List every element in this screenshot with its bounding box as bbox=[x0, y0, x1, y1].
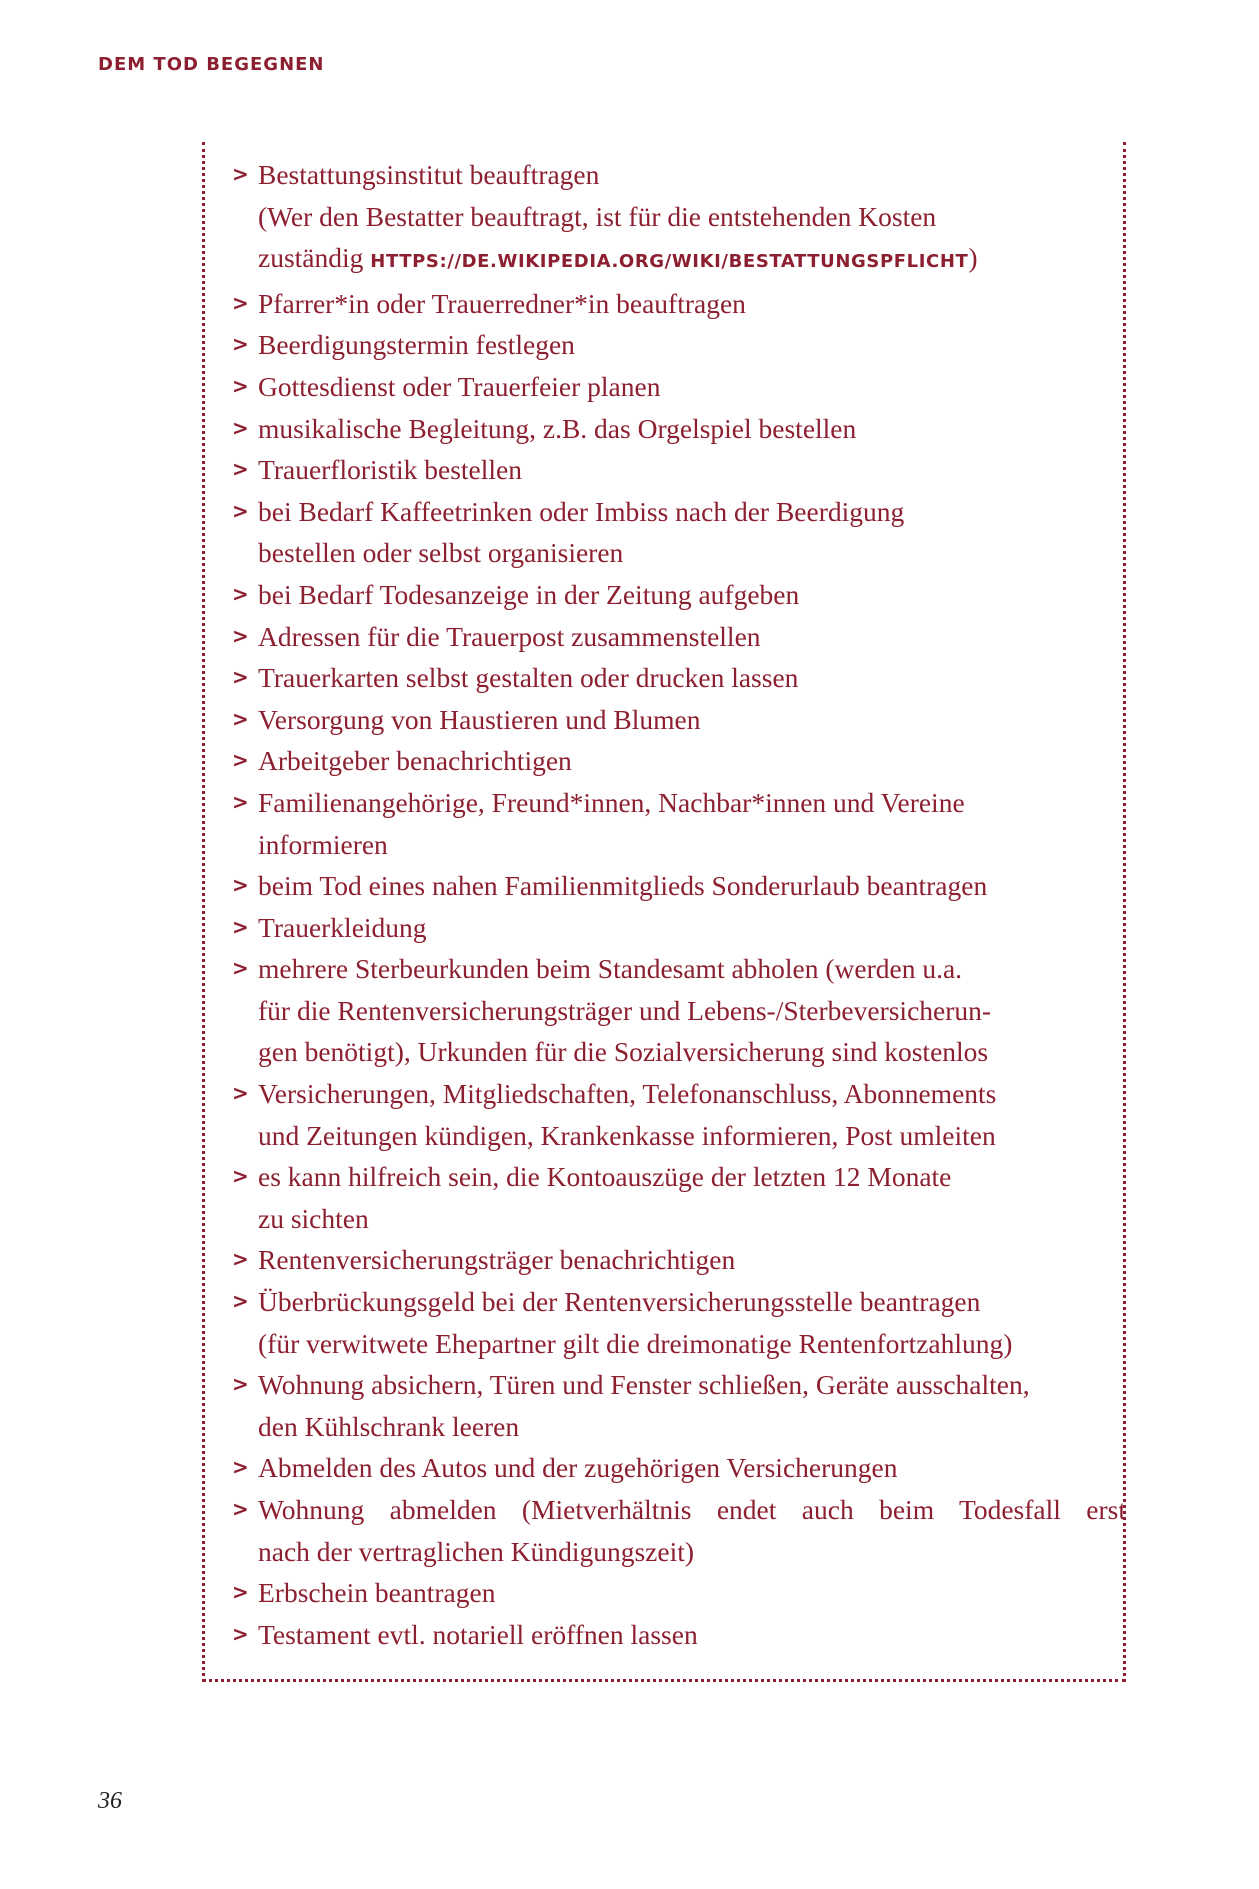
list-item bbox=[232, 324, 1126, 366]
item-text-line: bei Bedarf Kaffeetrinken oder Imbiss nach der Beerdigung bbox=[258, 495, 905, 527]
chevron-bullet-icon: > bbox=[232, 1580, 249, 1605]
wikipedia-link[interactable]: HTTPS://DE.WIKIPEDIA.ORG/WIKI/BESTATTUNGSPFLICHT bbox=[370, 251, 969, 273]
chevron-bullet-icon: > bbox=[232, 1247, 249, 1272]
item-text-line: Beerdigungstermin festlegen bbox=[258, 329, 575, 361]
list-item bbox=[232, 1156, 1126, 1239]
chevron-bullet-icon: > bbox=[232, 1164, 249, 1189]
chevron-bullet-icon: > bbox=[232, 789, 249, 814]
list-item bbox=[232, 1239, 1126, 1281]
chevron-bullet-icon: > bbox=[232, 665, 249, 690]
item-text-line: gen benötigt), Urkunden für die Sozialversicherung sind kostenlos bbox=[258, 1036, 989, 1068]
item-text-line: (Wer den Bestatter beauftragt, ist für die entstehenden Kosten bbox=[258, 200, 937, 232]
item-text-line: nach der vertraglichen Kündigungszeit) bbox=[258, 1535, 695, 1567]
item-text-line: bei Bedarf Todesanzeige in der Zeitung aufgeben bbox=[258, 578, 800, 610]
item-text-line: und Zeitungen kündigen, Krankenkasse informieren, Post umleiten bbox=[258, 1119, 996, 1151]
chevron-bullet-icon: > bbox=[232, 1372, 249, 1397]
list-item bbox=[232, 782, 1126, 865]
list-item bbox=[232, 657, 1126, 699]
chevron-bullet-icon: > bbox=[232, 748, 249, 773]
list-item bbox=[232, 154, 1126, 283]
chevron-bullet-icon: > bbox=[232, 706, 249, 731]
page-number: 36 bbox=[98, 1788, 122, 1814]
item-text-line bbox=[258, 237, 1126, 283]
list-item bbox=[232, 491, 1126, 574]
list-item bbox=[232, 1489, 1126, 1572]
chevron-bullet-icon: > bbox=[232, 1289, 249, 1314]
chevron-bullet-icon: > bbox=[232, 162, 249, 186]
chevron-bullet-icon: > bbox=[232, 457, 249, 482]
item-text-line: Abmelden des Autos und der zugehörigen Versicherungen bbox=[258, 1452, 898, 1484]
list-item bbox=[232, 616, 1126, 658]
chevron-bullet-icon: > bbox=[232, 956, 249, 981]
item-text: ) bbox=[968, 242, 978, 274]
chevron-bullet-icon: > bbox=[232, 623, 249, 648]
chevron-bullet-icon: > bbox=[232, 415, 249, 440]
item-text-line: den Kühlschrank leeren bbox=[258, 1410, 520, 1442]
chevron-bullet-icon: > bbox=[232, 581, 249, 606]
item-text-line: (für verwitwete Ehepartner gilt die dreimonatige Rentenfortzahlung) bbox=[258, 1327, 1013, 1359]
item-text-line: Trauerkleidung bbox=[258, 911, 427, 943]
list-item bbox=[232, 1281, 1126, 1364]
item-text-line: Versorgung von Haustieren und Blumen bbox=[258, 703, 701, 735]
item-text-line: Trauerkarten selbst gestalten oder drucken lassen bbox=[258, 662, 799, 694]
chevron-bullet-icon: > bbox=[232, 914, 249, 939]
item-text-line: Adressen für die Trauerpost zusammenstellen bbox=[258, 620, 761, 652]
list-item bbox=[232, 1073, 1126, 1156]
item-text-line: Überbrückungsgeld bei der Rentenversicherungsstelle beantragen bbox=[258, 1286, 981, 1318]
list-item bbox=[232, 574, 1126, 616]
chevron-bullet-icon: > bbox=[232, 332, 249, 357]
chevron-bullet-icon: > bbox=[232, 873, 249, 898]
item-text-line: Pfarrer*in oder Trauerredner*in beauftragen bbox=[258, 287, 746, 319]
list-item bbox=[232, 699, 1126, 741]
item-text-line: Erbschein beantragen bbox=[258, 1577, 496, 1609]
chevron-bullet-icon: > bbox=[232, 373, 249, 398]
list-item bbox=[232, 865, 1126, 907]
item-text-line: zu sichten bbox=[258, 1202, 369, 1234]
item-text-line: musikalische Begleitung, z.B. das Orgelspiel bestellen bbox=[258, 412, 857, 444]
chevron-bullet-icon: > bbox=[232, 1081, 249, 1106]
chevron-bullet-icon: > bbox=[232, 498, 249, 523]
item-text-line: beim Tod eines nahen Familienmitglieds Sonderurlaub beantragen bbox=[258, 870, 988, 902]
running-header: DEM TOD BEGEGNEN bbox=[98, 54, 325, 75]
list-item bbox=[232, 283, 1126, 325]
list-item bbox=[232, 366, 1126, 408]
item-text-line: Testament evtl. notariell eröffnen lassen bbox=[258, 1618, 698, 1650]
item-text-line: Wohnung absichern, Türen und Fenster schließen, Geräte ausschalten, bbox=[258, 1369, 1030, 1401]
item-text-line: Familienangehörige, Freund*innen, Nachbar*innen und Vereine bbox=[258, 786, 965, 818]
item-text-line: Versicherungen, Mitgliedschaften, Telefonanschluss, Abonnements bbox=[258, 1078, 997, 1110]
chevron-bullet-icon: > bbox=[232, 290, 249, 315]
list-item bbox=[232, 408, 1126, 450]
list-item bbox=[232, 1572, 1126, 1614]
item-text-line: Bestattungsinstitut beauftragen bbox=[258, 159, 600, 190]
item-text-line: informieren bbox=[258, 828, 388, 860]
list-item bbox=[232, 1447, 1126, 1489]
chevron-bullet-icon: > bbox=[232, 1455, 249, 1480]
item-text-line: Gottesdienst oder Trauerfeier planen bbox=[258, 370, 661, 402]
checklist bbox=[232, 154, 1126, 1655]
item-text-line: Trauerfloristik bestellen bbox=[258, 454, 523, 486]
chevron-bullet-icon: > bbox=[232, 1621, 249, 1646]
list-item bbox=[232, 907, 1126, 949]
item-text-line: für die Rentenversicherungsträger und Lebens-/Sterbeversicherun- bbox=[258, 994, 992, 1026]
chevron-bullet-icon: > bbox=[232, 1497, 249, 1521]
item-text-line: Rentenversicherungsträger benachrichtigen bbox=[258, 1244, 736, 1276]
list-item bbox=[232, 1614, 1126, 1656]
list-item bbox=[232, 1364, 1126, 1447]
item-text-line: es kann hilfreich sein, die Kontoauszüge der letzten 12 Monate bbox=[258, 1161, 952, 1193]
item-text-line: bestellen oder selbst organisieren bbox=[258, 537, 624, 569]
item-text: zuständig bbox=[258, 242, 371, 274]
list-item bbox=[232, 948, 1126, 1073]
item-text-line: mehrere Sterbeurkunden beim Standesamt abholen (werden u.a. bbox=[258, 953, 963, 985]
list-item bbox=[232, 740, 1126, 782]
item-text-line: Wohnung abmelden (Mietverhältnis endet auch beim Todesfall erst bbox=[258, 1494, 1126, 1525]
item-text-line: Arbeitgeber benachrichtigen bbox=[258, 745, 572, 777]
list-item bbox=[232, 449, 1126, 491]
